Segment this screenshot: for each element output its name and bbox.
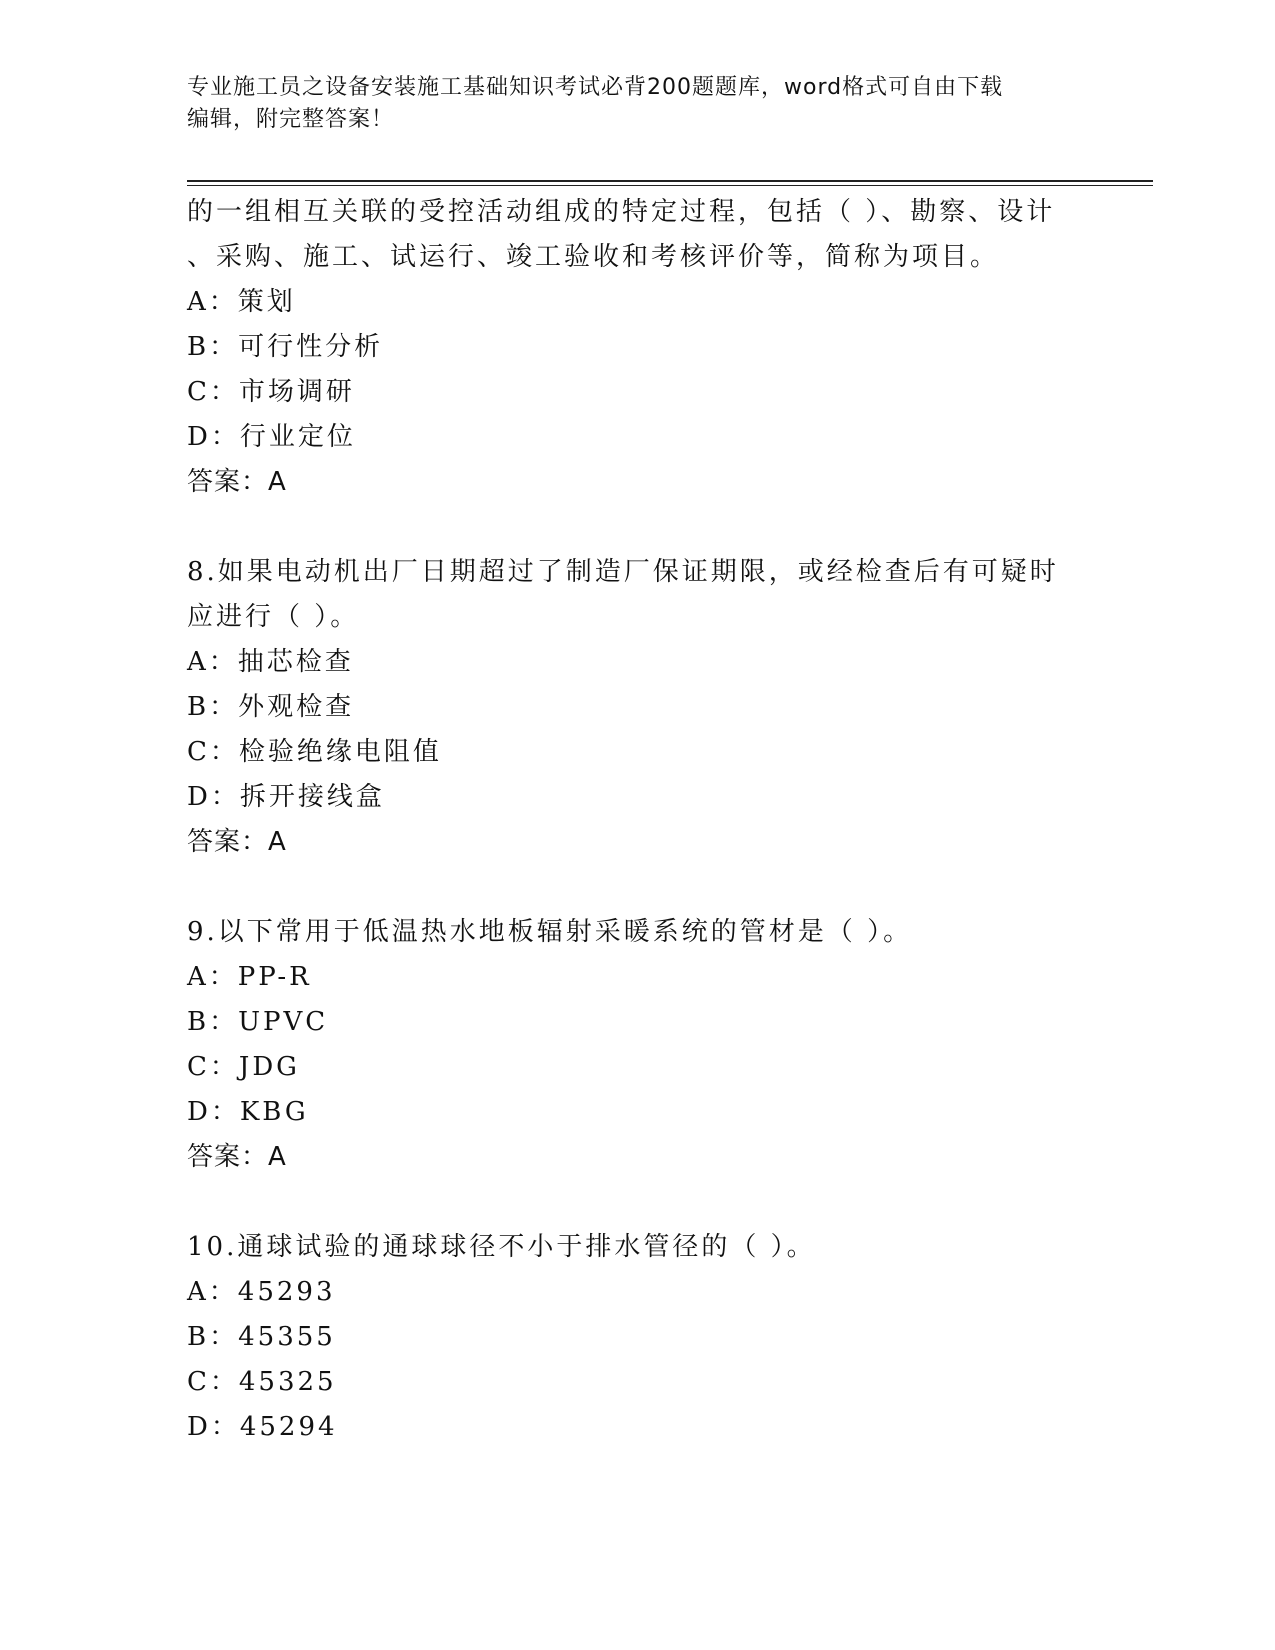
header-rule-thin	[187, 185, 1153, 186]
option-a: A：PP-R	[187, 962, 312, 992]
answer-line: 答案：A	[187, 1142, 287, 1172]
option-b: B：可行性分析	[187, 332, 384, 362]
question-block	[187, 190, 1087, 505]
option-d: D：45294	[187, 1412, 338, 1442]
question-block	[187, 550, 1087, 865]
option-a: A：45293	[187, 1277, 336, 1307]
spacer	[187, 1180, 1087, 1225]
option-b: B：UPVC	[187, 1007, 329, 1037]
question-block	[187, 1225, 1087, 1450]
page-header	[187, 72, 1087, 136]
option-c: C：45325	[187, 1367, 337, 1397]
question-list	[187, 190, 1087, 1450]
question-stem: 9.以下常用于低温热水地板辐射采暖系统的管材是（ ）。	[187, 917, 913, 947]
header-line-2: 编辑，附完整答案！	[187, 107, 395, 132]
option-c: C：市场调研	[187, 377, 355, 407]
option-a: A：策划	[187, 287, 296, 317]
option-d: D：行业定位	[187, 422, 356, 452]
header-rule-thick	[187, 180, 1153, 182]
option-d: D：KBG	[187, 1097, 309, 1127]
option-a: A：抽芯检查	[187, 647, 354, 677]
option-b: B：45355	[187, 1322, 336, 1352]
answer-line: 答案：A	[187, 467, 287, 497]
spacer	[187, 505, 1087, 550]
option-d: D：拆开接线盒	[187, 782, 385, 812]
question-stem: 、采购、施工、试运行、竣工验收和考核评价等，简称为项目。	[187, 242, 1000, 272]
question-stem: 8.如果电动机出厂日期超过了制造厂保证期限，或经检查后有可疑时	[187, 557, 1059, 587]
question-stem: 10.通球试验的通球球径不小于排水管径的（ ）。	[187, 1232, 816, 1262]
option-c: C：JDG	[187, 1052, 300, 1082]
question-block	[187, 910, 1087, 1180]
option-b: B：外观检查	[187, 692, 355, 722]
question-stem: 应进行（ ）。	[187, 602, 360, 632]
spacer	[187, 865, 1087, 910]
question-stem: 的一组相互关联的受控活动组成的特定过程，包括（ ）、勘察、设计	[187, 197, 1056, 227]
answer-line: 答案：A	[187, 827, 287, 857]
header-line-1: 专业施工员之设备安装施工基础知识考试必背200题题库，word格式可自由下载	[187, 75, 1004, 100]
option-c: C：检验绝缘电阻值	[187, 737, 442, 767]
